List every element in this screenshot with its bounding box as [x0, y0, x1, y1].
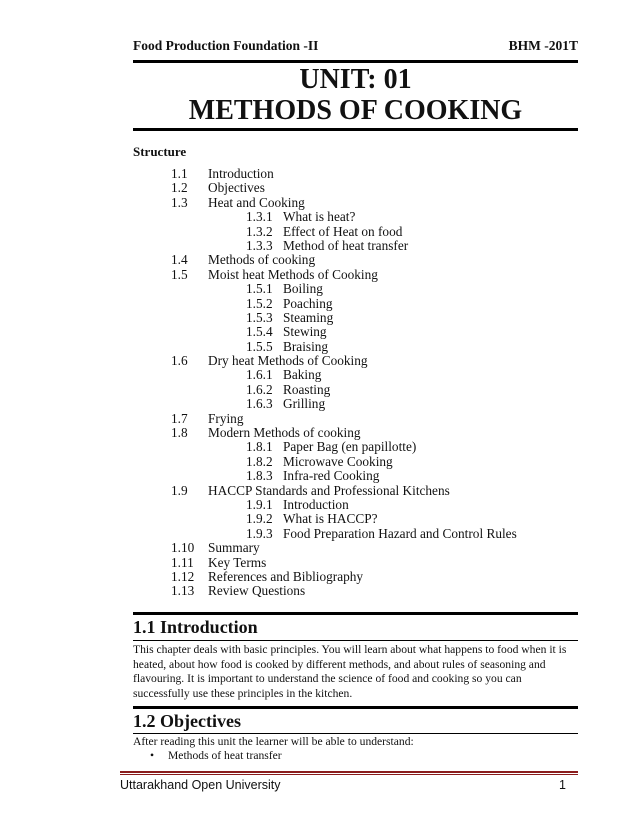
toc-text: Boiling: [283, 281, 323, 297]
unit-number: UNIT: 01: [299, 64, 412, 95]
toc-text: Paper Bag (en papillotte): [283, 439, 417, 455]
toc-number: 1.6.3: [246, 396, 273, 412]
toc-number: 1.9.1: [246, 496, 273, 512]
toc-text: Review Questions: [208, 583, 306, 599]
toc-text: Key Terms: [208, 554, 267, 570]
section-divider-top: [133, 612, 578, 615]
toc-number: 1.1: [171, 166, 188, 181]
toc-text: Baking: [283, 367, 322, 383]
objectives-heading: 1.2 Objectives: [133, 711, 241, 731]
toc-text: Moist heat Methods of Cooking: [208, 266, 378, 282]
toc-number: 1.3.2: [246, 223, 273, 239]
toc-number: 1.6.2: [246, 381, 273, 397]
header-course-title: Food Production Foundation -II: [133, 38, 319, 53]
unit-title: METHODS OF COOKING: [188, 95, 523, 126]
toc-number: 1.7: [171, 410, 188, 426]
toc-text: Roasting: [283, 381, 331, 397]
toc-number: 1.6: [171, 353, 188, 369]
toc-number: 1.3: [171, 194, 188, 210]
toc-number: 1.10: [171, 540, 195, 556]
bullet-icon: •: [150, 749, 155, 762]
footer-university: Uttarakhand Open University: [120, 778, 281, 792]
toc-number: 1.8.1: [246, 439, 273, 455]
toc-text: What is HACCP?: [283, 511, 378, 527]
objective-bullet: [150, 749, 282, 762]
toc-number: 1.5.3: [246, 309, 273, 325]
toc-number: 1.8: [171, 425, 188, 441]
toc-text: Grilling: [283, 396, 326, 412]
toc-number: 1.8.3: [246, 468, 273, 484]
objectives-intro: After reading this unit the learner will be able to understand:: [133, 735, 414, 748]
toc-number: 1.6.1: [246, 367, 273, 383]
toc-text: References and Bibliography: [208, 568, 364, 584]
toc-text: Poaching: [283, 295, 333, 311]
toc-number: 1.5.4: [246, 324, 273, 340]
toc-number: 1.2: [171, 180, 188, 196]
objective-text: Methods of heat transfer: [168, 749, 282, 762]
toc-text: Effect of Heat on food: [283, 223, 403, 239]
toc-text: Steaming: [283, 309, 334, 325]
toc-number: 1.5: [171, 266, 188, 282]
toc-number: 1.5.5: [246, 338, 273, 354]
section-divider-bottom: [133, 733, 578, 734]
toc-number: 1.9: [171, 482, 188, 498]
toc-number: 1.12: [171, 568, 195, 584]
toc-text: Stewing: [283, 324, 327, 340]
toc-number: 1.9.3: [246, 525, 273, 541]
toc-text: Frying: [208, 410, 244, 426]
toc-text: Introduction: [208, 166, 274, 181]
toc-number: 1.9.2: [246, 511, 273, 527]
header-divider: [133, 60, 578, 63]
toc-text: What is heat?: [283, 209, 356, 225]
header-course-code: BHM -201T: [508, 38, 578, 53]
toc-text: Objectives: [208, 180, 265, 196]
toc-text: Infra-red Cooking: [283, 468, 380, 484]
toc-number: 1.3.3: [246, 237, 273, 253]
toc-text: Method of heat transfer: [283, 237, 409, 253]
toc-number: 1.4: [171, 252, 188, 268]
intro-heading: 1.1 Introduction: [133, 617, 258, 637]
toc-text: Modern Methods of cooking: [208, 425, 361, 441]
toc-text: Introduction: [283, 496, 349, 512]
toc-text: Methods of cooking: [208, 252, 316, 268]
toc-text: Dry heat Methods of Cooking: [208, 353, 368, 369]
toc-text: HACCP Standards and Professional Kitchens: [208, 482, 450, 498]
structure-label: Structure: [133, 144, 187, 159]
toc-text: Summary: [208, 540, 260, 556]
intro-paragraph: This chapter deals with basic principles. You will learn about what happens to food when it is heated, about how food is cooked by different methods, and about rules of seasoning and flavouring. It is important to understand the science of food and cooking so you can successfully use these principles in the kitchen.: [133, 643, 567, 700]
toc-number: 1.13: [171, 583, 195, 599]
toc-text: Braising: [283, 338, 329, 354]
section-divider-top: [133, 706, 578, 709]
footer-divider: [120, 771, 578, 773]
footer-divider-thin: [120, 774, 578, 775]
toc-text: Food Preparation Hazard and Control Rules: [283, 525, 517, 541]
section-divider-bottom: [133, 640, 578, 641]
title-divider: [133, 128, 578, 131]
toc-number: 1.5.1: [246, 281, 273, 297]
page-number: 1: [559, 778, 566, 792]
toc-number: 1.5.2: [246, 295, 273, 311]
toc-text: Heat and Cooking: [208, 194, 305, 210]
toc-text: Microwave Cooking: [283, 453, 393, 469]
toc-number: 1.11: [171, 554, 194, 570]
toc-number: 1.8.2: [246, 453, 273, 469]
toc-number: 1.3.1: [246, 209, 273, 225]
